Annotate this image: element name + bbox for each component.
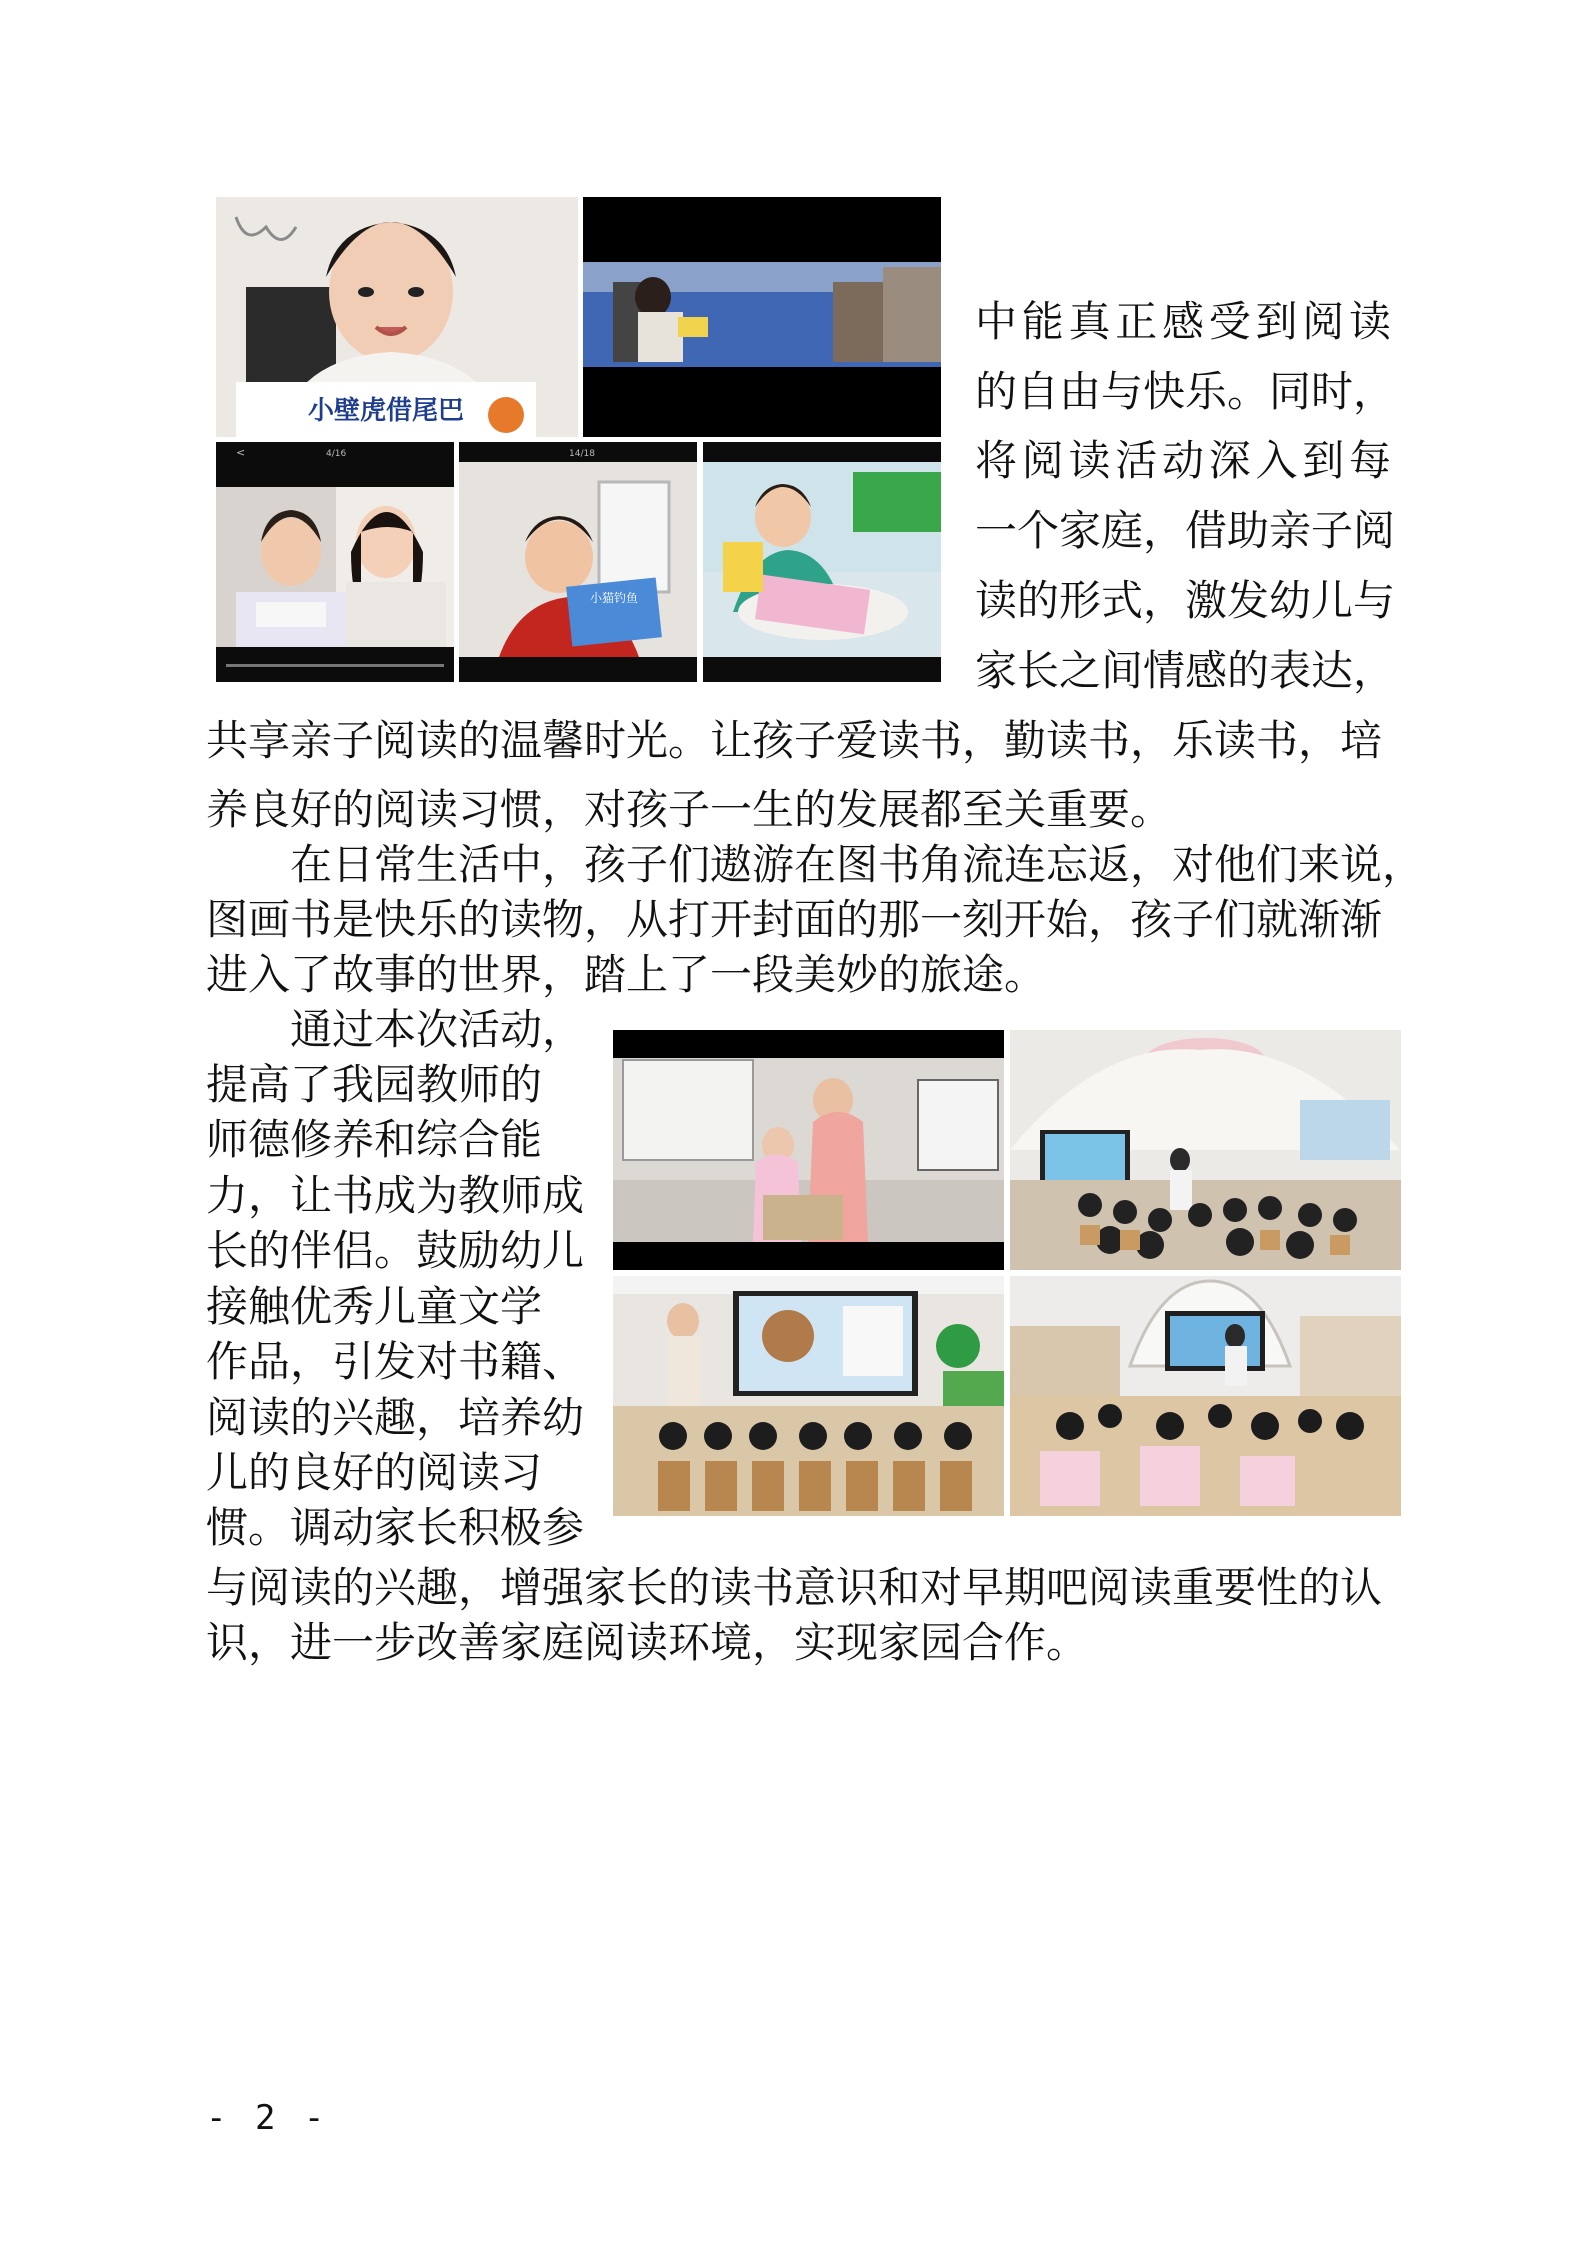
text-line: 师德修养和综合能 xyxy=(206,1115,543,1164)
text-line: 共享亲子阅读的温馨时光。让孩子爱读书，勤读书，乐读书，培 xyxy=(206,716,1383,765)
text-line: 家长之间情感的表达， xyxy=(975,646,1396,695)
text-line: 儿的良好的阅读习 xyxy=(206,1448,543,1497)
text-line: 作品，引发对书籍、 xyxy=(206,1337,585,1386)
book2-title-text: 小猫钓鱼 xyxy=(589,591,639,605)
text-line: 阅读的兴趣，培养幼 xyxy=(206,1393,585,1442)
text-line: 惯。调动家长积极参 xyxy=(206,1503,585,1552)
photo-classroom-tables xyxy=(1010,1276,1401,1516)
text-line: 接触优秀儿童文学 xyxy=(206,1282,543,1331)
status-text-b: 14/18 xyxy=(569,449,595,459)
paragraph-indent-line: 通过本次活动， xyxy=(290,1005,585,1054)
text-line: 读的形式，激发幼儿与 xyxy=(975,576,1396,625)
photo-teacher-girl-demo xyxy=(613,1030,1004,1270)
text-line: 与阅读的兴趣，增强家长的读书意识和对早期吧阅读重要性的认 xyxy=(206,1563,1383,1612)
photo-girl-reading xyxy=(216,197,578,437)
photo-mother-child-reading-image xyxy=(216,442,454,682)
text-line: 的自由与快乐。同时， xyxy=(975,367,1396,416)
text-line: 长的伴侣。鼓励幼儿 xyxy=(206,1226,585,1275)
photo-story-screen-class xyxy=(613,1276,1004,1516)
book-title-text: 小壁虎借尾巴 xyxy=(307,396,465,426)
paragraph-indent-line: 在日常生活中，孩子们遨游在图书角流连忘返，对他们来说， xyxy=(290,840,1425,889)
text-line: 提高了我园教师的 xyxy=(206,1060,543,1109)
photo-mother-child-reading xyxy=(216,442,454,682)
photo-boy-with-book xyxy=(459,442,697,682)
photo-child-picture-book xyxy=(703,442,941,682)
photo-child-picture-book-image xyxy=(703,442,941,682)
photo-boy-with-book-image xyxy=(459,442,697,682)
photo-classroom-screen-image xyxy=(1010,1030,1401,1270)
status-text-a: 4/16 xyxy=(326,449,347,459)
text-line: 将阅读活动深入到每 xyxy=(975,436,1391,485)
photo-story-screen-class-image xyxy=(613,1276,1004,1516)
text-line: 中能真正感受到阅读 xyxy=(975,297,1391,346)
photo-classroom-tables-image xyxy=(1010,1276,1401,1516)
text-line: 养良好的阅读习惯，对孩子一生的发展都至关重要。 xyxy=(206,785,1173,834)
text-line: 图画书是快乐的读物，从打开封面的那一刻开始，孩子们就渐渐 xyxy=(206,895,1383,944)
photo-girl-reading-image xyxy=(216,197,578,437)
page-number: - 2 - xyxy=(206,2098,329,2138)
svg-text:<: < xyxy=(236,446,246,459)
text-line: 识，进一步改善家庭阅读环境，实现家园合作。 xyxy=(206,1618,1089,1667)
text-line: 力，让书成为教师成 xyxy=(206,1171,585,1220)
photo-boy-reading-dark-image xyxy=(583,197,941,437)
text-line: 一个家庭，借助亲子阅 xyxy=(975,506,1396,555)
photo-classroom-screen xyxy=(1010,1030,1401,1270)
photo-teacher-girl-demo-image xyxy=(613,1030,1004,1270)
photo-boy-reading-dark xyxy=(583,197,941,437)
text-line: 进入了故事的世界，踏上了一段美妙的旅途。 xyxy=(206,950,1047,999)
